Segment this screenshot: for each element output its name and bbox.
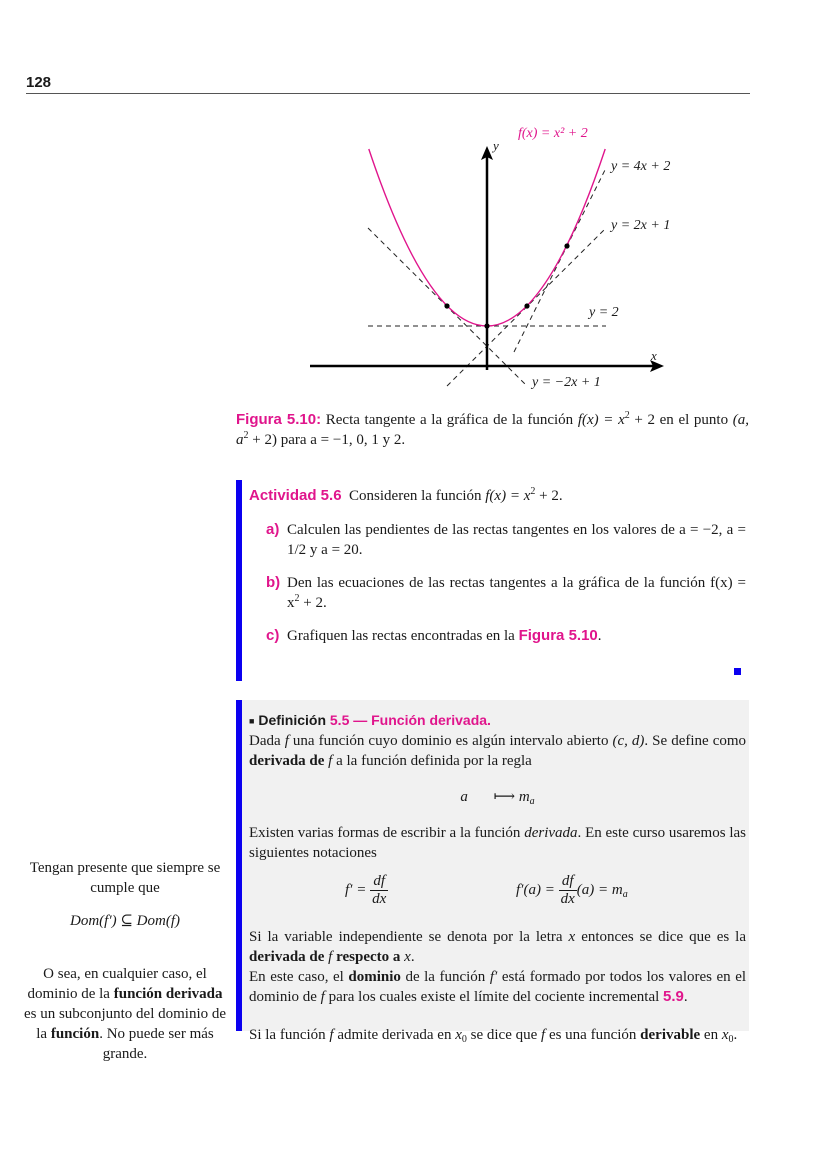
axis-label-x: x bbox=[651, 348, 657, 363]
definition-paragraph-5: Si la función f admite derivada en $x_0$ se dice que f es una función derivable en $x_0$. bbox=[249, 1027, 738, 1045]
figure-caption: Figura 5.10: Recta tangente a la gráfica de la función $f(x) = x^2 + 2$ en el punto (a, $a^2 + 2$) para a = −1, 0, 1 y 2. bbox=[236, 410, 750, 448]
definition-paragraph-1: Dada f una función cuyo dominio es algún intervalo abierto (c, d). Se define como derivada de f a la función definida por la regla bbox=[249, 733, 747, 769]
equation-reference-link[interactable]: 5.9 bbox=[663, 988, 684, 1005]
bullet-icon: ■ bbox=[249, 716, 255, 726]
page-number: 128 bbox=[26, 74, 52, 91]
end-of-activity-icon bbox=[734, 668, 741, 675]
notation-leibniz: f′ = $\frac{df}{dx}$ bbox=[345, 873, 387, 907]
point-a-1 bbox=[524, 303, 529, 308]
activity-item-b: b) Den las ecuaciones de las rectas tangentes a la gráfica de la función $f(x) = x^2 + 2$. bbox=[266, 574, 746, 611]
sidenote-formula: Dom(f′) ⊆ Dom(f) bbox=[70, 913, 180, 929]
derivative-notations bbox=[249, 869, 746, 921]
activity-label: Actividad 5.6 bbox=[249, 487, 342, 504]
definition-box bbox=[236, 700, 749, 1045]
definition-accent-bar bbox=[236, 700, 242, 1031]
label-tangent-y2: y = 2 bbox=[589, 305, 619, 320]
mapsto-arrow-icon: ⟼ bbox=[493, 789, 516, 805]
label-tangent-2x: y = 2x + 1 bbox=[611, 218, 671, 233]
rule-formula: a ⟼ $m_a$ bbox=[460, 789, 535, 807]
definition-paragraph-4: En este caso, el dominio de la función f′ está formado por todos los valores en el dominio de f para los cuales existe el límite del cociente incremental 5.9. bbox=[249, 969, 747, 1005]
point-a-0 bbox=[484, 323, 489, 328]
tangent-4x-plus2 bbox=[514, 168, 606, 352]
sidenote-explanation: O sea, en cualquier caso, el dominio de la función derivada es un subconjunto del dominio de la función. No puede ser más grande. bbox=[23, 966, 227, 1062]
point-a-neg1 bbox=[444, 303, 449, 308]
definition-title: ■ Definición 5.5 — Función derivada. bbox=[249, 712, 491, 728]
definition-body bbox=[249, 710, 746, 1045]
activity-item-a: a) Calculen las pendientes de las rectas tangentes en los valores de a = −2, a = 1/2 y a = 20. bbox=[266, 521, 746, 558]
activity-accent-bar bbox=[236, 480, 242, 681]
figure-reference-link[interactable]: Figura 5.10 bbox=[518, 627, 598, 644]
definition-paragraph-2: Existen varias formas de escribir a la función derivada. En este curso usaremos las siguientes notaciones bbox=[249, 825, 747, 861]
caption-label: Figura 5.10: bbox=[236, 411, 322, 428]
axis-label-y: y bbox=[493, 138, 499, 153]
label-tangent-neg2x: y = −2x + 1 bbox=[532, 375, 601, 390]
label-tangent-4x: y = 4x + 2 bbox=[611, 159, 671, 174]
header-rule bbox=[26, 93, 750, 94]
definition-paragraph-3: Si la variable independiente se denota por la letra x entonces se dice que es la derivada de f respecto a x. bbox=[249, 929, 747, 965]
point-a-2 bbox=[564, 243, 569, 248]
activity-box bbox=[236, 480, 749, 681]
function-label: f(x) = x² + 2 bbox=[518, 126, 588, 141]
notation-point: f′(a) = $\frac{df}{dx}$ $(a) = m_a$ bbox=[516, 873, 628, 907]
activity-title: Actividad 5.6 Consideren la función $f(x) = x^2 + 2$. bbox=[249, 486, 563, 504]
figure-tangent-lines bbox=[300, 120, 700, 400]
sidenote-intro: Tengan presente que siempre se cumple que bbox=[29, 860, 221, 896]
activity-item-c: c) Grafiquen las rectas encontradas en la Figura 5.10. bbox=[266, 627, 602, 644]
